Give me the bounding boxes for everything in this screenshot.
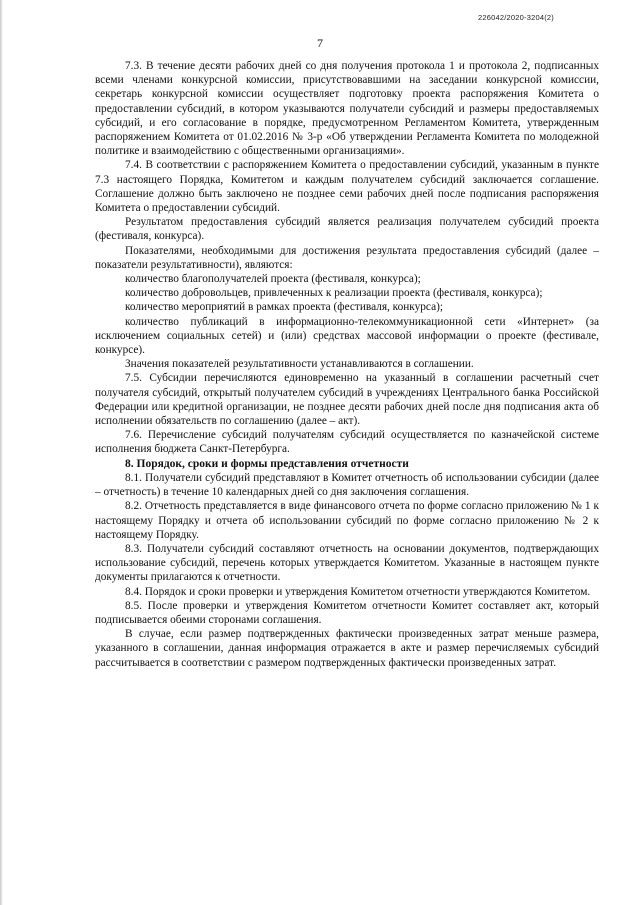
page-number: 7	[317, 36, 323, 50]
document-id: 226042/2020-3204(2)	[478, 13, 554, 22]
paragraph-result: Результатом предоставления субсидий является реализация получателем субсидий проекта (фестиваля, конкурса).	[95, 216, 599, 243]
paragraph-7-5: 7.5. Субсидии перечисляются единовременно на указанный в соглашении расчетный счет получателя субсидий, открытый получателем субсидий в учреждениях Центрального банка Российской Федерации или кредитной организации, не позднее десяти рабочих дней после дня подписания акта об исполнении обязательств по соглашению (далее – акт).	[95, 372, 599, 428]
paragraph-values: Значения показателей результативности устанавливаются в соглашении.	[125, 358, 474, 371]
indicator-list-item: количество добровольцев, привлеченных к реализации проекта (фестиваля, конкурса);	[125, 287, 543, 300]
paragraph-7-4: 7.4. В соответствии с распоряжением Комитета о предоставлении субсидий, указанным в пункте 7.3 настоящего Порядка, Комитетом и каждым получателем субсидий заключается соглашение. Соглашение должно быть заключено не позднее семи рабочих дней после подписания распоряжения Комитета о предоставлении субсидий.	[95, 159, 599, 215]
indicator-list-item: количество публикаций в информационно-телекоммуникационной сети «Интернет» (за исключением социальных сетей) и (или) средствах массовой информации о проекте (фестивале, конкурсе).	[95, 315, 599, 357]
paragraph-8-4: 8.4. Порядок и сроки проверки и утверждения Комитетом отчетности утверждаются Комитетом.	[125, 585, 591, 598]
paragraph-7-3: 7.3. В течение десяти рабочих дней со дня получения протокола 1 и протокола 2, подписанных всеми членами конкурсной комиссии, присутствовавшими на заседании конкурсной комиссии, секретарь конкурсной комиссии осуществляет подготовку проекта распоряжения Комитета о предоставлении субсидий, в котором указываются получатели субсидий и размеры предоставляемых субсидий, и его согласование в порядке, предусмотренном Регламентом Комитета, утвержденным распоряжением Комитета от 01.02.2016 № 3-р «Об утверждении Регламента Комитета по молодежной политике и взаимодействию с общественными организациями».	[95, 60, 599, 158]
paragraph-7-6: 7.6. Перечисление субсидий получателям субсидий осуществляется по казначейской системе исполнения бюджета Санкт-Петербурга.	[95, 429, 599, 456]
indicator-list-item: количество благополучателей проекта (фестиваля, конкурса);	[125, 273, 421, 286]
scan-edge-shadow	[0, 0, 3, 905]
section-heading: 8. Порядок, сроки и формы представления отчетности	[125, 457, 409, 470]
paragraph-case: В случае, если размер подтвержденных фактически произведенных затрат меньше размера, указанного в соглашении, данная информация отражается в акте и размер перечисляемых субсидий рассчитывается в соответствии с размером подтвержденных фактически произведенных затрат.	[95, 628, 599, 669]
paragraph-8-5: 8.5. После проверки и утверждения Комитетом отчетности Комитет составляет акт, который подписывается обеими сторонами соглашения.	[95, 599, 599, 626]
paragraph-8-1: 8.1. Получатели субсидий представляют в Комитет отчетность об использовании субсидии (далее – отчетность) в течение 10 календарных дней со дня заключения соглашения.	[95, 471, 599, 499]
paragraph-8-3: 8.3. Получатели субсидий составляют отчетность на основании документов, подтверждающих использование субсидий, перечень которых утверждается Комитетом. Указанные в настоящем пункте документы прилагаются к отчетности.	[95, 542, 599, 584]
document-body	[95, 59, 599, 670]
paragraph-indicators: Показателями, необходимыми для достижения результата предоставления субсидий (далее – показатели результативности), являются:	[95, 244, 599, 271]
paragraph-8-2: 8.2. Отчетность представляется в виде финансового отчета по форме согласно приложению № 1 к настоящему Порядку и отчета об использовании субсидий по форме согласно приложению № 2 к настоящему Порядку.	[95, 500, 599, 541]
indicator-list-item: количество мероприятий в рамках проекта (фестиваля, конкурса);	[125, 301, 443, 314]
